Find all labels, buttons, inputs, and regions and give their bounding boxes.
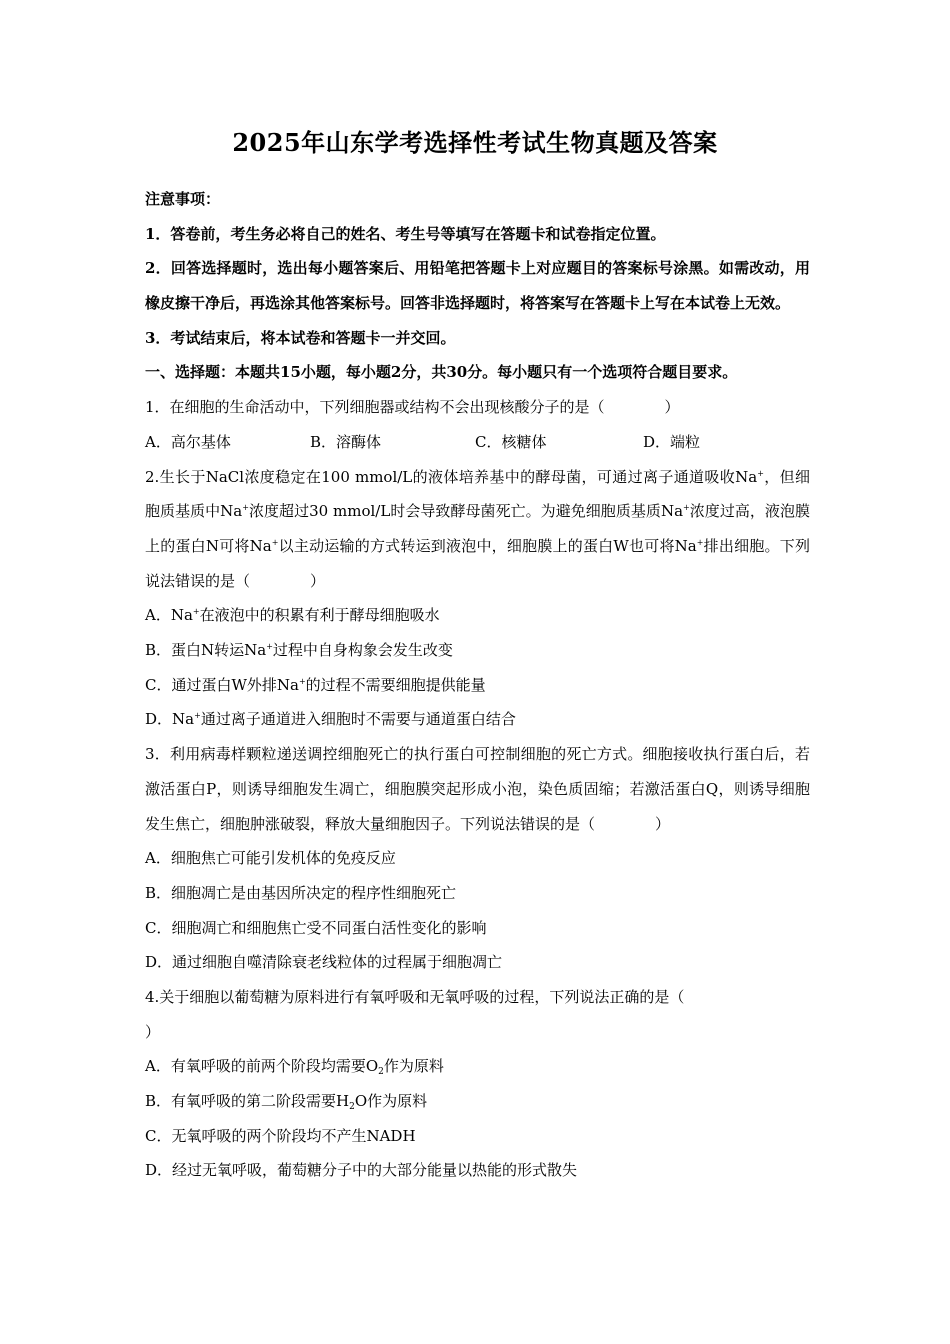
question-1-options xyxy=(145,425,810,460)
q2-option-c-text: C．通过蛋白W外排Na xyxy=(145,675,299,694)
question-4-stem-end: ） xyxy=(145,1022,161,1041)
question-2-stem xyxy=(145,460,810,599)
page-title: 2025年山东学考选择性考试生物真题及答案 xyxy=(232,128,718,157)
q2-stem-part: 以主动运输的方式转运到液泡中，细胞膜上的蛋白W也可将Na xyxy=(278,536,697,555)
q2-stem-part: 2.生长于NaCl浓度稳定在100 mmol/L的液体培养基中的酵母菌，可通过离子通道吸收Na xyxy=(145,467,758,486)
superscript-plus: + xyxy=(298,676,306,686)
q1-option-d: D．端粒 xyxy=(643,432,701,451)
q2-option-b-text: 过程中自身构象会发生改变 xyxy=(272,641,453,660)
q4-option-a-text: A．有氧呼吸的前两个阶段均需要O xyxy=(145,1057,379,1076)
q2-option-a-text: 在液泡中的积累有利于酵母细胞吸水 xyxy=(199,606,440,625)
q1-option-c: C．核糖体 xyxy=(475,432,547,451)
superscript-plus: + xyxy=(696,537,704,547)
q2-stem-part: 浓度过高，液泡膜上的蛋白N可将Na xyxy=(145,502,810,555)
superscript-plus: + xyxy=(194,711,201,721)
q2-option-d-text: D．Na xyxy=(145,710,195,729)
q2-option-c xyxy=(145,668,810,703)
exam-content xyxy=(145,182,810,1188)
note-2: 2．回答选择题时，选出每小题答案后、用铅笔把答题卡上对应题目的答案标号涂黑。如需改动，用橡皮擦干净后，再选涂其他答案标号。回答非选择题时，将答案写在答题卡上写在本试卷上无效。 xyxy=(145,259,810,313)
note-3: 3．考试结束后，将本试卷和答题卡一并交回。 xyxy=(145,328,456,347)
q4-option-b-text: B．有氧呼吸的第二阶段需要H xyxy=(145,1092,350,1111)
q4-option-d: D．经过无氧呼吸，葡萄糖分子中的大部分能量以热能的形式散失 xyxy=(145,1161,578,1180)
q2-option-b xyxy=(145,633,810,668)
q1-option-b: B．溶酶体 xyxy=(310,432,382,451)
superscript-plus: + xyxy=(271,537,279,547)
q2-option-c-text: 的过程不需要细胞提供能量 xyxy=(305,675,486,694)
note-1: 1．答卷前，考生务必将自己的姓名、考生号等填写在答题卡和试卷指定位置。 xyxy=(145,224,666,243)
superscript-plus: + xyxy=(192,607,200,617)
q2-stem-part: 排出细胞。下列说法错误的是（ ） xyxy=(145,536,810,590)
q2-option-a xyxy=(145,598,810,633)
q2-stem-part: 浓度超过30 mmol/L时会导致酵母菌死亡。为避免细胞质基质Na xyxy=(248,502,684,521)
q2-option-d xyxy=(145,702,810,737)
q2-stem-part: ，但细胞质基质中Na xyxy=(145,467,810,521)
superscript-plus: + xyxy=(683,503,690,513)
question-4-stem: 4.关于细胞以葡萄糖为原料进行有氧呼吸和无氧呼吸的过程，下列说法正确的是（ xyxy=(145,987,685,1006)
notes-heading: 注意事项： xyxy=(145,190,221,208)
subscript-two: 2 xyxy=(378,1067,384,1078)
superscript-plus: + xyxy=(757,468,764,478)
q4-option-a xyxy=(145,1049,810,1084)
q4-option-c: C．无氧呼吸的两个阶段均不产生NADH xyxy=(145,1126,416,1145)
question-1-stem: 1．在细胞的生命活动中，下列细胞器或结构不会出现核酸分子的是（ ） xyxy=(145,398,680,417)
q2-option-b-text: B．蛋白N转运Na xyxy=(145,641,267,660)
question-3-stem: 3．利用病毒样颗粒递送调控细胞死亡的执行蛋白可控制细胞的死亡方式。细胞接收执行蛋白后，若激活蛋白P，则诱导细胞发生凋亡，细胞膜突起形成小泡，染色质固缩；若激活蛋白Q，则诱导细胞发生焦亡，细胞肿涨破裂，释放大量细胞因子。下列说法错误的是（ ） xyxy=(145,745,810,833)
q3-option-d: D．通过细胞自噬清除衰老线粒体的过程属于细胞凋亡 xyxy=(145,953,503,972)
superscript-plus: + xyxy=(266,642,273,652)
q3-option-c: C．细胞凋亡和细胞焦亡受不同蛋白活性变化的影响 xyxy=(145,918,487,937)
section-heading: 一、选择题：本题共15小题，每小题2分，共30分。每小题只有一个选项符合题目要求。 xyxy=(145,363,738,382)
q4-option-b xyxy=(145,1084,810,1119)
q2-option-d-text: 通过离子通道进入细胞时不需要与通道蛋白结合 xyxy=(200,710,516,729)
q3-option-a: A．细胞焦亡可能引发机体的免疫反应 xyxy=(145,849,396,868)
q1-option-a: A．高尔基体 xyxy=(145,432,231,451)
subscript-two: 2 xyxy=(349,1102,355,1113)
q3-option-b: B．细胞凋亡是由基因所决定的程序性细胞死亡 xyxy=(145,883,457,902)
superscript-plus: + xyxy=(242,503,249,513)
q4-option-a-text: 作为原料 xyxy=(383,1057,444,1076)
q2-option-a-text: A．Na xyxy=(145,606,193,625)
q4-option-b-text: O作为原料 xyxy=(354,1092,428,1111)
